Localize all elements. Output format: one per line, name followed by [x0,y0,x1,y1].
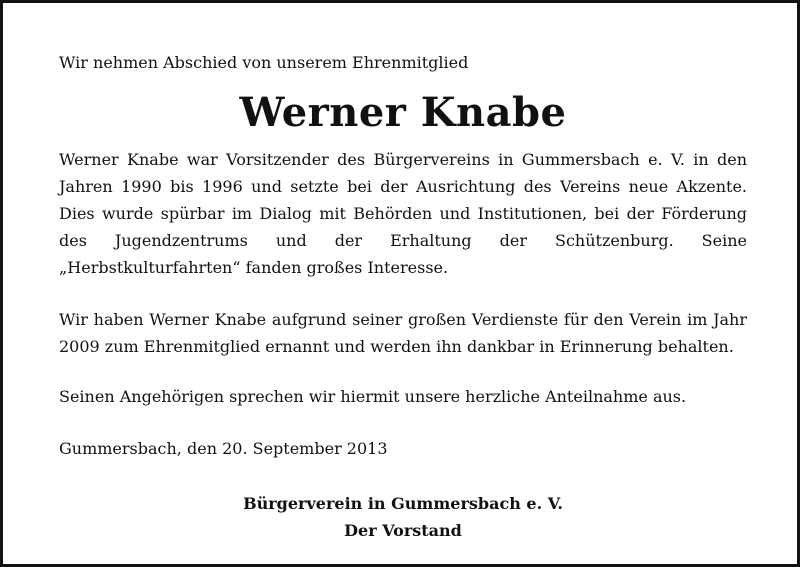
dateline: Gummersbach, den 20. September 2013 [59,439,388,458]
signature-board: Der Vorstand [344,521,462,540]
paragraph-biography: Werner Knabe war Vorsitzender des Bürgervereins in Gummersbach e. V. in den Jahren 1990 bis 1996 und setzte bei der Ausrichtung des Vereins neue Akzente. Dies wurde spürbar im Dialog mit Behörden und Institutionen, bei der Förderung des Jugendzentrums und der Erhaltung der Schützenburg. Seine „Herbstkulturfahrten“ fanden großes Interesse. [59,150,747,277]
deceased-name: Werner Knabe [239,89,567,136]
notice-content [59,49,747,544]
paragraph-honorary-membership: Wir haben Werner Knabe aufgrund seiner großen Verdienste für den Verein im Jahr 2009 zum Ehrenmitglied ernannt und werden ihn dankbar in Erinnerung behalten. [59,310,747,356]
intro-line: Wir nehmen Abschied von unserem Ehrenmitglied [59,53,469,72]
signature-organization: Bürgerverein in Gummersbach e. V. [243,494,563,513]
paragraph-condolences: Seinen Angehörigen sprechen wir hiermit unsere herzliche Anteilnahme aus. [59,387,687,406]
signature-block [59,490,747,544]
